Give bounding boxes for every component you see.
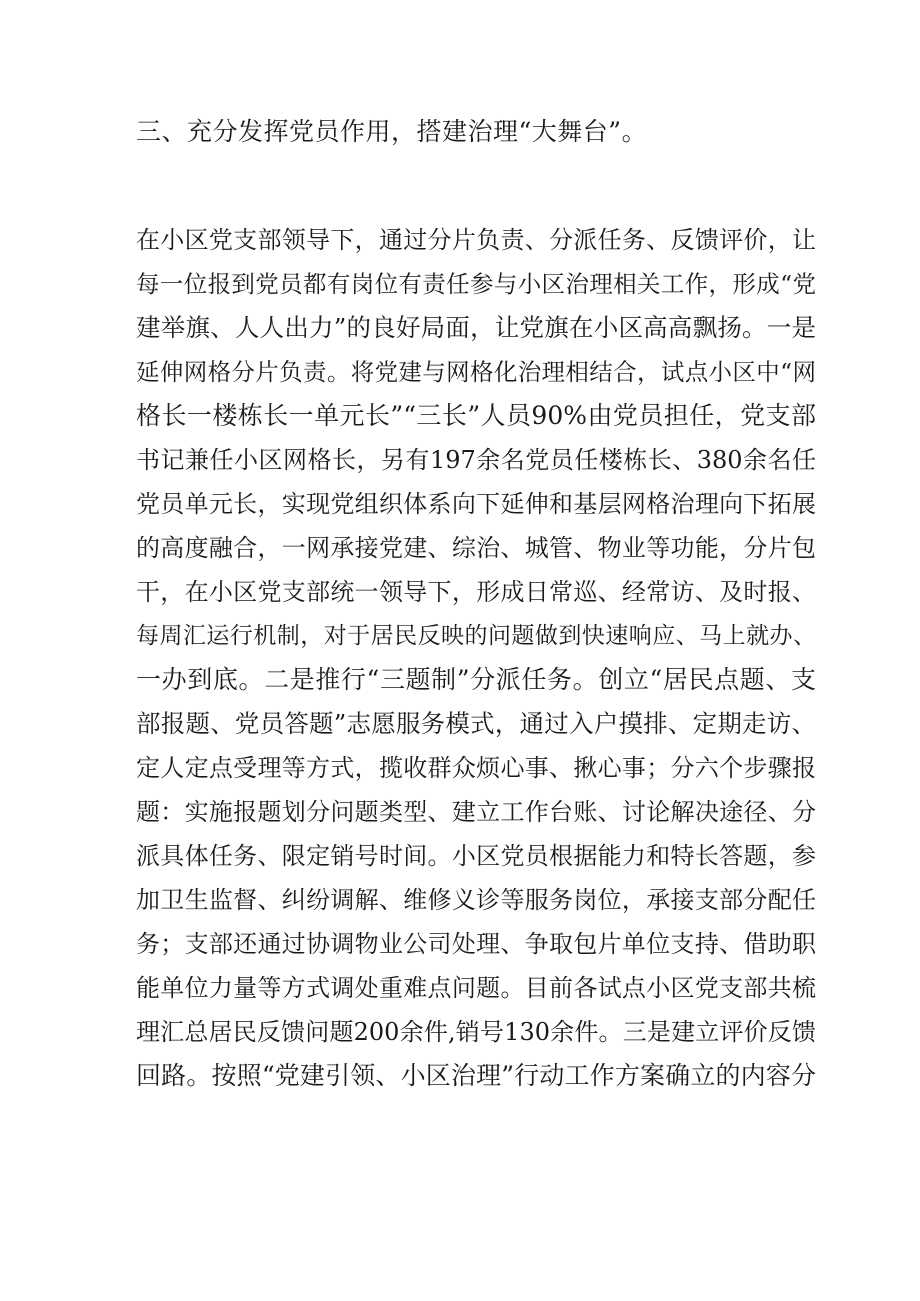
paragraph-line: 题：实施报题划分问题类型、建立工作台账、讨论解决途径、分	[136, 798, 816, 826]
paragraph-line: 一办到底。二是推行“三题制”分派任务。创立“居民点题、支	[136, 665, 816, 694]
paragraph-line: 理汇总居民反馈问题200余件,销号130余件。三是建立评价反馈	[136, 1018, 816, 1046]
paragraph-line: 延伸网格分片负责。将党建与网格化治理相结合，试点小区中“网	[136, 358, 816, 386]
paragraph-line: 能单位力量等方式调处重难点问题。目前各试点小区党支部共梳	[136, 974, 816, 1002]
paragraph-line: 加卫生监督、纠纷调解、维修义诊等服务岗位，承接支部分配任	[136, 886, 816, 914]
paragraph-line: 部报题、党员答题”志愿服务模式，通过入户摸排、定期走访、	[136, 709, 816, 738]
paragraph-line: 书记兼任小区网格长，另有197余名党员任楼栋长、380余名任	[136, 446, 816, 474]
paragraph-line: 建举旗、人人出力”的良好局面，让党旗在小区高高飘扬。一是	[136, 313, 816, 342]
body-paragraph	[136, 218, 816, 1098]
paragraph-line: 格长一楼栋长一单元长”“三长”人员90%由党员担任，党支部	[136, 401, 816, 430]
paragraph-line: 每周汇运行机制，对于居民反映的问题做到快速响应、马上就办、	[136, 623, 816, 649]
paragraph-line: 定人定点受理等方式，揽收群众烦心事、揪心事；分六个步骤报	[136, 754, 816, 782]
paragraph-line: 干，在小区党支部统一领导下，形成日常巡、经常访、及时报、	[136, 578, 816, 606]
section-heading: 三、充分发挥党员作用，搭建治理“大舞台”。	[136, 117, 648, 146]
paragraph-line: 的高度融合，一网承接党建、综治、城管、物业等功能，分片包	[136, 534, 816, 562]
paragraph-line: 务；支部还通过协调物业公司处理、争取包片单位支持、借助职	[136, 930, 816, 958]
paragraph-line: 每一位报到党员都有岗位有责任参与小区治理相关工作，形成“党	[136, 270, 816, 298]
paragraph-line: 回路。按照“党建引领、小区治理”行动工作方案确立的内容分	[136, 1061, 816, 1090]
paragraph-line: 在小区党支部领导下，通过分片负责、分派任务、反馈评价，让	[136, 226, 816, 254]
paragraph-line: 派具体任务、限定销号时间。小区党员根据能力和特长答题，参	[136, 842, 816, 870]
paragraph-line: 党员单元长，实现党组织体系向下延伸和基层网格治理向下拓展	[136, 490, 816, 518]
